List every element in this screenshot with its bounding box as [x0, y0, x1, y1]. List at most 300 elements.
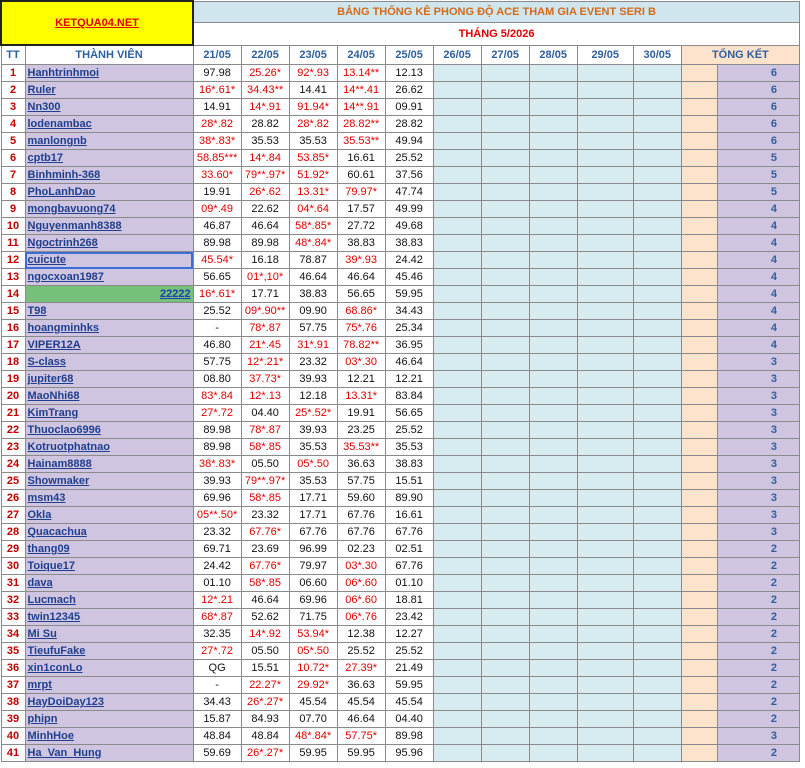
empty-cell[interactable] [433, 252, 481, 269]
empty-cell[interactable] [433, 694, 481, 711]
score-cell[interactable]: 12*.21 [193, 592, 241, 609]
score-cell[interactable]: 09*.49 [193, 201, 241, 218]
empty-cell[interactable] [577, 303, 633, 320]
empty-cell[interactable] [633, 82, 681, 99]
score-cell[interactable]: 38.83 [337, 235, 385, 252]
score-cell[interactable]: 29.92* [289, 677, 337, 694]
empty-cell[interactable] [633, 575, 681, 592]
score-cell[interactable]: 89.98 [385, 728, 433, 745]
score-cell[interactable]: 46.64 [385, 354, 433, 371]
empty-cell[interactable] [433, 541, 481, 558]
empty-cell[interactable] [481, 575, 529, 592]
score-cell[interactable]: 68.86* [337, 303, 385, 320]
empty-cell[interactable] [529, 677, 577, 694]
empty-cell[interactable] [633, 388, 681, 405]
empty-cell[interactable] [481, 677, 529, 694]
empty-cell[interactable] [577, 269, 633, 286]
empty-cell[interactable] [633, 439, 681, 456]
empty-cell[interactable] [633, 711, 681, 728]
member-name-link[interactable]: thang09 [25, 541, 193, 558]
score-cell[interactable]: 46.80 [193, 337, 241, 354]
score-cell[interactable]: 79**.97* [241, 473, 289, 490]
member-name-link[interactable]: Lucmach [25, 592, 193, 609]
score-cell[interactable]: 48.84 [193, 728, 241, 745]
score-cell[interactable]: 58*.85 [241, 490, 289, 507]
empty-cell[interactable] [529, 269, 577, 286]
score-cell[interactable]: 21*.45 [241, 337, 289, 354]
score-cell[interactable]: 23.32 [241, 507, 289, 524]
score-cell[interactable]: 14.41 [289, 82, 337, 99]
score-cell[interactable]: 49.99 [385, 201, 433, 218]
score-cell[interactable]: 02.51 [385, 541, 433, 558]
empty-cell[interactable] [577, 745, 633, 762]
score-cell[interactable]: 79.97 [289, 558, 337, 575]
score-cell[interactable]: 53.85* [289, 150, 337, 167]
empty-cell[interactable] [633, 337, 681, 354]
empty-cell[interactable] [577, 473, 633, 490]
empty-cell[interactable] [481, 745, 529, 762]
score-cell[interactable]: 58*.85 [241, 439, 289, 456]
score-cell[interactable]: 25.34 [385, 320, 433, 337]
empty-cell[interactable] [577, 150, 633, 167]
empty-cell[interactable] [529, 456, 577, 473]
empty-cell[interactable] [529, 201, 577, 218]
empty-cell[interactable] [433, 388, 481, 405]
score-cell[interactable]: 05.50 [241, 456, 289, 473]
score-cell[interactable]: 59.69 [193, 745, 241, 762]
member-name-link[interactable]: cptb17 [25, 150, 193, 167]
score-cell[interactable]: 57.75 [289, 320, 337, 337]
empty-cell[interactable] [529, 116, 577, 133]
member-name-link[interactable]: mongbavuong74 [25, 201, 193, 218]
empty-cell[interactable] [633, 524, 681, 541]
score-cell[interactable]: 13.14** [337, 65, 385, 82]
member-name-link[interactable]: manlongnb [25, 133, 193, 150]
score-cell[interactable]: 38.83 [385, 456, 433, 473]
score-cell[interactable]: 09.90 [289, 303, 337, 320]
member-name-link[interactable]: 22222 [25, 286, 193, 303]
member-name-link[interactable]: S-class [25, 354, 193, 371]
empty-cell[interactable] [481, 456, 529, 473]
score-cell[interactable]: 59.95 [385, 286, 433, 303]
score-cell[interactable]: 16.61 [337, 150, 385, 167]
empty-cell[interactable] [529, 354, 577, 371]
member-name-link[interactable]: phipn [25, 711, 193, 728]
score-cell[interactable]: 04.40 [241, 405, 289, 422]
empty-cell[interactable] [633, 371, 681, 388]
empty-cell[interactable] [433, 677, 481, 694]
score-cell[interactable]: 91.94* [289, 99, 337, 116]
empty-cell[interactable] [529, 473, 577, 490]
empty-cell[interactable] [433, 116, 481, 133]
empty-cell[interactable] [577, 677, 633, 694]
member-name-link[interactable]: Toique17 [25, 558, 193, 575]
score-cell[interactable]: 38*.83* [193, 456, 241, 473]
empty-cell[interactable] [577, 405, 633, 422]
score-cell[interactable]: 14**.41 [337, 82, 385, 99]
empty-cell[interactable] [481, 711, 529, 728]
score-cell[interactable]: 46.64 [337, 269, 385, 286]
score-cell[interactable]: 16.18 [241, 252, 289, 269]
score-cell[interactable]: 57.75* [337, 728, 385, 745]
score-cell[interactable]: 09.91 [385, 99, 433, 116]
member-name-link[interactable]: HayDoiDay123 [25, 694, 193, 711]
score-cell[interactable]: 15.51 [385, 473, 433, 490]
score-cell[interactable]: 78.82** [337, 337, 385, 354]
empty-cell[interactable] [633, 728, 681, 745]
empty-cell[interactable] [529, 371, 577, 388]
empty-cell[interactable] [529, 388, 577, 405]
empty-cell[interactable] [633, 422, 681, 439]
score-cell[interactable]: 95.96 [385, 745, 433, 762]
empty-cell[interactable] [481, 320, 529, 337]
empty-cell[interactable] [481, 201, 529, 218]
score-cell[interactable]: 48.84 [241, 728, 289, 745]
score-cell[interactable]: 23.42 [385, 609, 433, 626]
empty-cell[interactable] [433, 507, 481, 524]
score-cell[interactable]: 59.95 [337, 745, 385, 762]
score-cell[interactable]: 28*.82 [193, 116, 241, 133]
empty-cell[interactable] [529, 490, 577, 507]
empty-cell[interactable] [433, 473, 481, 490]
empty-cell[interactable] [633, 473, 681, 490]
empty-cell[interactable] [481, 303, 529, 320]
score-cell[interactable]: 25.52 [337, 643, 385, 660]
score-cell[interactable]: 06*.60 [337, 575, 385, 592]
empty-cell[interactable] [577, 626, 633, 643]
member-name-link[interactable]: jupiter68 [25, 371, 193, 388]
empty-cell[interactable] [481, 422, 529, 439]
empty-cell[interactable] [633, 490, 681, 507]
member-name-link[interactable]: KimTrang [25, 405, 193, 422]
empty-cell[interactable] [481, 405, 529, 422]
score-cell[interactable]: 09*.90** [241, 303, 289, 320]
score-cell[interactable]: 37.56 [385, 167, 433, 184]
score-cell[interactable]: 14*.84 [241, 150, 289, 167]
score-cell[interactable]: 03*.30 [337, 558, 385, 575]
empty-cell[interactable] [433, 218, 481, 235]
empty-cell[interactable] [481, 643, 529, 660]
score-cell[interactable]: 27*.72 [193, 643, 241, 660]
empty-cell[interactable] [481, 490, 529, 507]
score-cell[interactable]: 14**.91 [337, 99, 385, 116]
empty-cell[interactable] [481, 473, 529, 490]
score-cell[interactable]: 26*.27* [241, 694, 289, 711]
score-cell[interactable]: 84.93 [241, 711, 289, 728]
score-cell[interactable]: 79.97* [337, 184, 385, 201]
empty-cell[interactable] [633, 660, 681, 677]
empty-cell[interactable] [529, 524, 577, 541]
score-cell[interactable]: 04.40 [385, 711, 433, 728]
empty-cell[interactable] [481, 524, 529, 541]
score-cell[interactable]: 06*.60 [337, 592, 385, 609]
empty-cell[interactable] [633, 694, 681, 711]
score-cell[interactable]: 48*.84* [289, 235, 337, 252]
score-cell[interactable]: 46.64 [337, 711, 385, 728]
score-cell[interactable]: 19.91 [193, 184, 241, 201]
score-cell[interactable]: 22.27* [241, 677, 289, 694]
score-cell[interactable]: 67.76 [337, 524, 385, 541]
score-cell[interactable]: 05.50 [241, 643, 289, 660]
score-cell[interactable]: 56.65 [337, 286, 385, 303]
empty-cell[interactable] [633, 218, 681, 235]
member-name-link[interactable]: PhoLanhDao [25, 184, 193, 201]
empty-cell[interactable] [433, 592, 481, 609]
score-cell[interactable]: 89.90 [385, 490, 433, 507]
score-cell[interactable]: 23.32 [289, 354, 337, 371]
empty-cell[interactable] [481, 167, 529, 184]
empty-cell[interactable] [481, 184, 529, 201]
score-cell[interactable]: 46.87 [193, 218, 241, 235]
empty-cell[interactable] [529, 303, 577, 320]
score-cell[interactable]: 38.83 [289, 286, 337, 303]
empty-cell[interactable] [577, 201, 633, 218]
score-cell[interactable]: 02.23 [337, 541, 385, 558]
empty-cell[interactable] [529, 575, 577, 592]
empty-cell[interactable] [433, 371, 481, 388]
score-cell[interactable]: 38*.83* [193, 133, 241, 150]
member-name-link[interactable]: Showmaker [25, 473, 193, 490]
empty-cell[interactable] [577, 609, 633, 626]
empty-cell[interactable] [633, 456, 681, 473]
empty-cell[interactable] [433, 354, 481, 371]
score-cell[interactable]: 69.96 [289, 592, 337, 609]
member-name-link[interactable]: MaoNhi68 [25, 388, 193, 405]
empty-cell[interactable] [577, 235, 633, 252]
score-cell[interactable]: 31*.91 [289, 337, 337, 354]
score-cell[interactable]: 49.94 [385, 133, 433, 150]
empty-cell[interactable] [481, 354, 529, 371]
score-cell[interactable]: 04*.64 [289, 201, 337, 218]
empty-cell[interactable] [577, 218, 633, 235]
empty-cell[interactable] [577, 592, 633, 609]
empty-cell[interactable] [481, 269, 529, 286]
member-name-link[interactable]: T98 [25, 303, 193, 320]
member-name-link[interactable]: twin12345 [25, 609, 193, 626]
score-cell[interactable]: 96.99 [289, 541, 337, 558]
score-cell[interactable]: 39.93 [289, 422, 337, 439]
score-cell[interactable]: 21.49 [385, 660, 433, 677]
empty-cell[interactable] [481, 150, 529, 167]
empty-cell[interactable] [481, 626, 529, 643]
empty-cell[interactable] [529, 184, 577, 201]
score-cell[interactable]: 25.52 [385, 150, 433, 167]
empty-cell[interactable] [481, 82, 529, 99]
empty-cell[interactable] [577, 507, 633, 524]
score-cell[interactable]: 25.26* [241, 65, 289, 82]
empty-cell[interactable] [481, 99, 529, 116]
member-name-link[interactable]: Thuoclao6996 [25, 422, 193, 439]
site-logo[interactable]: KETQUA04.NET [1, 1, 193, 45]
score-cell[interactable]: 89.98 [193, 422, 241, 439]
score-cell[interactable]: 36.95 [385, 337, 433, 354]
score-cell[interactable]: 35.53 [289, 473, 337, 490]
empty-cell[interactable] [433, 728, 481, 745]
member-name-link[interactable]: Nguyenmanh8388 [25, 218, 193, 235]
empty-cell[interactable] [481, 286, 529, 303]
score-cell[interactable]: 24.42 [385, 252, 433, 269]
score-cell[interactable]: 39.93 [289, 371, 337, 388]
member-name-link[interactable]: Ha_Van_Hung [25, 745, 193, 762]
score-cell[interactable]: 36.63 [337, 677, 385, 694]
empty-cell[interactable] [481, 609, 529, 626]
member-name-link[interactable]: ngocxoan1987 [25, 269, 193, 286]
score-cell[interactable]: 78.87 [289, 252, 337, 269]
score-cell[interactable]: 22.62 [241, 201, 289, 218]
score-cell[interactable]: 34.43 [193, 694, 241, 711]
score-cell[interactable]: 47.74 [385, 184, 433, 201]
empty-cell[interactable] [481, 218, 529, 235]
empty-cell[interactable] [481, 235, 529, 252]
score-cell[interactable]: 17.57 [337, 201, 385, 218]
empty-cell[interactable] [577, 490, 633, 507]
empty-cell[interactable] [633, 116, 681, 133]
score-cell[interactable]: 28.82** [337, 116, 385, 133]
empty-cell[interactable] [633, 541, 681, 558]
empty-cell[interactable] [633, 184, 681, 201]
score-cell[interactable]: 45.54 [289, 694, 337, 711]
empty-cell[interactable] [433, 82, 481, 99]
empty-cell[interactable] [481, 592, 529, 609]
empty-cell[interactable] [433, 558, 481, 575]
empty-cell[interactable] [577, 65, 633, 82]
empty-cell[interactable] [433, 422, 481, 439]
score-cell[interactable]: 12.38 [337, 626, 385, 643]
score-cell[interactable]: 67.76 [289, 524, 337, 541]
score-cell[interactable]: 58.85*** [193, 150, 241, 167]
empty-cell[interactable] [529, 65, 577, 82]
empty-cell[interactable] [433, 575, 481, 592]
empty-cell[interactable] [633, 354, 681, 371]
score-cell[interactable]: 12.27 [385, 626, 433, 643]
score-cell[interactable]: 01.10 [193, 575, 241, 592]
score-cell[interactable]: 38.83 [385, 235, 433, 252]
empty-cell[interactable] [481, 439, 529, 456]
score-cell[interactable]: 23.32 [193, 524, 241, 541]
empty-cell[interactable] [633, 269, 681, 286]
score-cell[interactable]: 07.70 [289, 711, 337, 728]
empty-cell[interactable] [481, 371, 529, 388]
empty-cell[interactable] [577, 252, 633, 269]
score-cell[interactable]: 67.76* [241, 558, 289, 575]
score-cell[interactable]: - [193, 677, 241, 694]
score-cell[interactable]: - [193, 320, 241, 337]
member-name-link[interactable]: Binhminh-368 [25, 167, 193, 184]
score-cell[interactable]: 46.64 [241, 218, 289, 235]
score-cell[interactable]: 67.76 [385, 558, 433, 575]
member-name-link[interactable]: xin1conLo [25, 660, 193, 677]
empty-cell[interactable] [433, 609, 481, 626]
empty-cell[interactable] [529, 252, 577, 269]
score-cell[interactable]: 34.43 [385, 303, 433, 320]
member-name-link[interactable]: msm43 [25, 490, 193, 507]
member-name-link[interactable]: hoangminhks [25, 320, 193, 337]
empty-cell[interactable] [633, 133, 681, 150]
empty-cell[interactable] [433, 643, 481, 660]
empty-cell[interactable] [633, 201, 681, 218]
score-cell[interactable]: 17.71 [241, 286, 289, 303]
empty-cell[interactable] [633, 507, 681, 524]
score-cell[interactable]: 39*.93 [337, 252, 385, 269]
empty-cell[interactable] [529, 218, 577, 235]
score-cell[interactable]: 05*.50 [289, 643, 337, 660]
member-name-link[interactable]: Nn300 [25, 99, 193, 116]
empty-cell[interactable] [529, 728, 577, 745]
score-cell[interactable]: 35.53 [289, 439, 337, 456]
empty-cell[interactable] [633, 677, 681, 694]
empty-cell[interactable] [433, 167, 481, 184]
empty-cell[interactable] [529, 558, 577, 575]
score-cell[interactable]: 12.21 [385, 371, 433, 388]
empty-cell[interactable] [577, 643, 633, 660]
empty-cell[interactable] [577, 133, 633, 150]
score-cell[interactable]: 68*.87 [193, 609, 241, 626]
empty-cell[interactable] [577, 354, 633, 371]
score-cell[interactable]: 15.87 [193, 711, 241, 728]
empty-cell[interactable] [433, 524, 481, 541]
score-cell[interactable]: 58*.85* [289, 218, 337, 235]
score-cell[interactable]: 14.91 [193, 99, 241, 116]
score-cell[interactable]: 13.31* [337, 388, 385, 405]
empty-cell[interactable] [633, 609, 681, 626]
score-cell[interactable]: 48*.84* [289, 728, 337, 745]
empty-cell[interactable] [529, 626, 577, 643]
score-cell[interactable]: 59.95 [385, 677, 433, 694]
empty-cell[interactable] [433, 490, 481, 507]
score-cell[interactable]: 57.75 [337, 473, 385, 490]
score-cell[interactable]: 83*.84 [193, 388, 241, 405]
score-cell[interactable]: 26.62 [385, 82, 433, 99]
score-cell[interactable]: 35.53 [289, 133, 337, 150]
score-cell[interactable]: 12.21 [337, 371, 385, 388]
empty-cell[interactable] [633, 65, 681, 82]
score-cell[interactable]: 28.82 [385, 116, 433, 133]
empty-cell[interactable] [633, 150, 681, 167]
score-cell[interactable]: 27.39* [337, 660, 385, 677]
score-cell[interactable]: 78*.87 [241, 422, 289, 439]
empty-cell[interactable] [529, 592, 577, 609]
empty-cell[interactable] [633, 99, 681, 116]
member-name-link[interactable]: MinhHoe [25, 728, 193, 745]
empty-cell[interactable] [577, 558, 633, 575]
score-cell[interactable]: 26*.27* [241, 745, 289, 762]
score-cell[interactable]: 37.73* [241, 371, 289, 388]
member-name-link[interactable]: Quacachua [25, 524, 193, 541]
score-cell[interactable]: 45.54* [193, 252, 241, 269]
score-cell[interactable]: 59.60 [337, 490, 385, 507]
score-cell[interactable]: 01.10 [385, 575, 433, 592]
empty-cell[interactable] [577, 541, 633, 558]
member-name-link[interactable]: Mi Su [25, 626, 193, 643]
empty-cell[interactable] [577, 422, 633, 439]
score-cell[interactable]: 51.92* [289, 167, 337, 184]
score-cell[interactable]: 57.75 [193, 354, 241, 371]
empty-cell[interactable] [481, 133, 529, 150]
empty-cell[interactable] [529, 541, 577, 558]
empty-cell[interactable] [529, 507, 577, 524]
score-cell[interactable]: 05**.50* [193, 507, 241, 524]
empty-cell[interactable] [433, 303, 481, 320]
score-cell[interactable]: 18.81 [385, 592, 433, 609]
score-cell[interactable]: 75*.76 [337, 320, 385, 337]
score-cell[interactable]: 01*,10* [241, 269, 289, 286]
score-cell[interactable]: 45.54 [385, 694, 433, 711]
empty-cell[interactable] [577, 660, 633, 677]
score-cell[interactable]: 35.53 [385, 439, 433, 456]
member-name-link[interactable]: dava [25, 575, 193, 592]
score-cell[interactable]: 25.52 [385, 643, 433, 660]
score-cell[interactable]: 59.95 [289, 745, 337, 762]
